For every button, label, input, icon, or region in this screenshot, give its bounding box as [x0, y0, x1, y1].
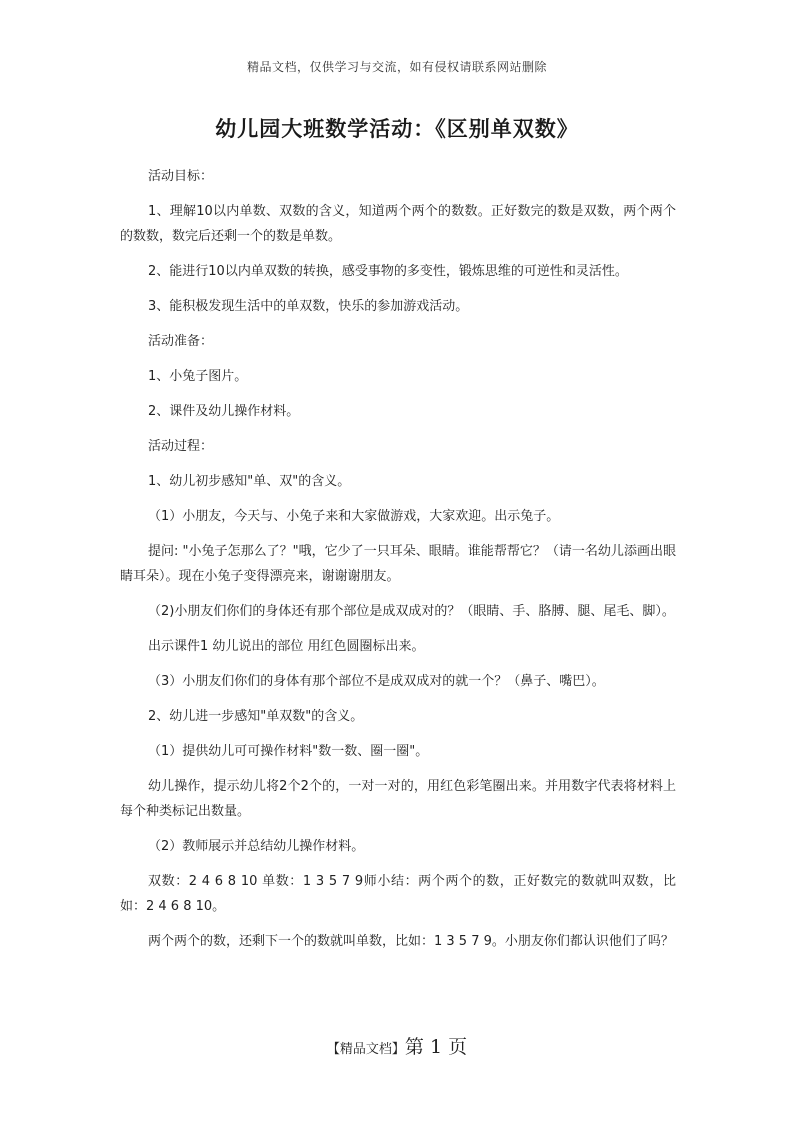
paragraph-operation: 幼儿操作，提示幼儿将2个2个的，一对一对的，用红色彩笔圈出来。并用数字代表将材料上每个种类标记出数量。 [120, 779, 676, 819]
page-header: 精品文档，仅供学习与交流，如有侵权请联系网站删除 [246, 60, 547, 74]
paragraph-prep-2: 2、课件及幼儿操作材料。 [148, 404, 300, 419]
document-body [120, 164, 676, 964]
paragraph-process-2-1: （1）提供幼儿可可操作材料"数一数、圈一圈"。 [148, 744, 429, 759]
paragraph-numbers-summary: 双数：2 4 6 8 10 单数：1 3 5 7 9师小结：两个两个的数，正好数完的数就叫双数，比如：2 4 6 8 10。 [120, 874, 676, 914]
paragraph-process-1: 1、幼儿初步感知"单、双"的含义。 [148, 474, 351, 489]
paragraph-process-2: 2、幼儿进一步感知"单双数"的含义。 [148, 709, 364, 724]
paragraph-goal-3: 3、能积极发现生活中的单双数，快乐的参加游戏活动。 [148, 299, 469, 314]
paragraph-process-1-2: （2)小朋友们你们的身体还有那个部位是成双成对的？（眼睛、手、胳膊、腿、尾毛、脚）。 [148, 604, 675, 619]
paragraph-process-1-3: （3）小朋友们你们的身体有那个部位不是成双成对的就一个？（鼻子、嘴巴）。 [148, 674, 605, 689]
paragraph-process-2-2: （2）教师展示并总结幼儿操作材料。 [148, 839, 365, 854]
paragraph-prep-heading: 活动准备： [148, 334, 214, 349]
document-title: 幼儿园大班数学活动：《区别单双数》 [215, 117, 579, 141]
paragraph-process-heading: 活动过程： [148, 439, 214, 454]
paragraph-goals-heading: 活动目标： [148, 169, 214, 184]
paragraph-courseware-1: 出示课件1 幼儿说出的部位 用红色圆圈标出来。 [148, 639, 425, 654]
page-number: 第 1 页 [404, 1036, 468, 1058]
page-footer [0, 1032, 794, 1059]
footer-label: 【精品文档】 [326, 1042, 405, 1057]
paragraph-prep-1: 1、小兔子图片。 [148, 369, 248, 384]
paragraph-odd-summary: 两个两个的数，还剩下一个的数就叫单数，比如：1 3 5 7 9。小朋友你们都认识他们了吗？ [148, 934, 674, 949]
paragraph-question: 提问: "小兔子怎那么了？"哦，它少了一只耳朵、眼睛。谁能帮帮它？（请一名幼儿添画出眼睛耳朵）。现在小兔子变得漂亮来，谢谢谢朋友。 [120, 544, 676, 584]
paragraph-process-1-1: （1）小朋友，今天与、小兔子来和大家做游戏，大家欢迎。出示兔子。 [148, 509, 560, 524]
paragraph-goal-1: 1、理解10以内单数、双数的含义，知道两个两个的数数。正好数完的数是双数，两个两个的数数，数完后还剩一个的数是单数。 [120, 204, 676, 244]
paragraph-goal-2: 2、能进行10以内单双数的转换，感受事物的多变性，锻炼思维的可逆性和灵活性。 [148, 264, 628, 279]
